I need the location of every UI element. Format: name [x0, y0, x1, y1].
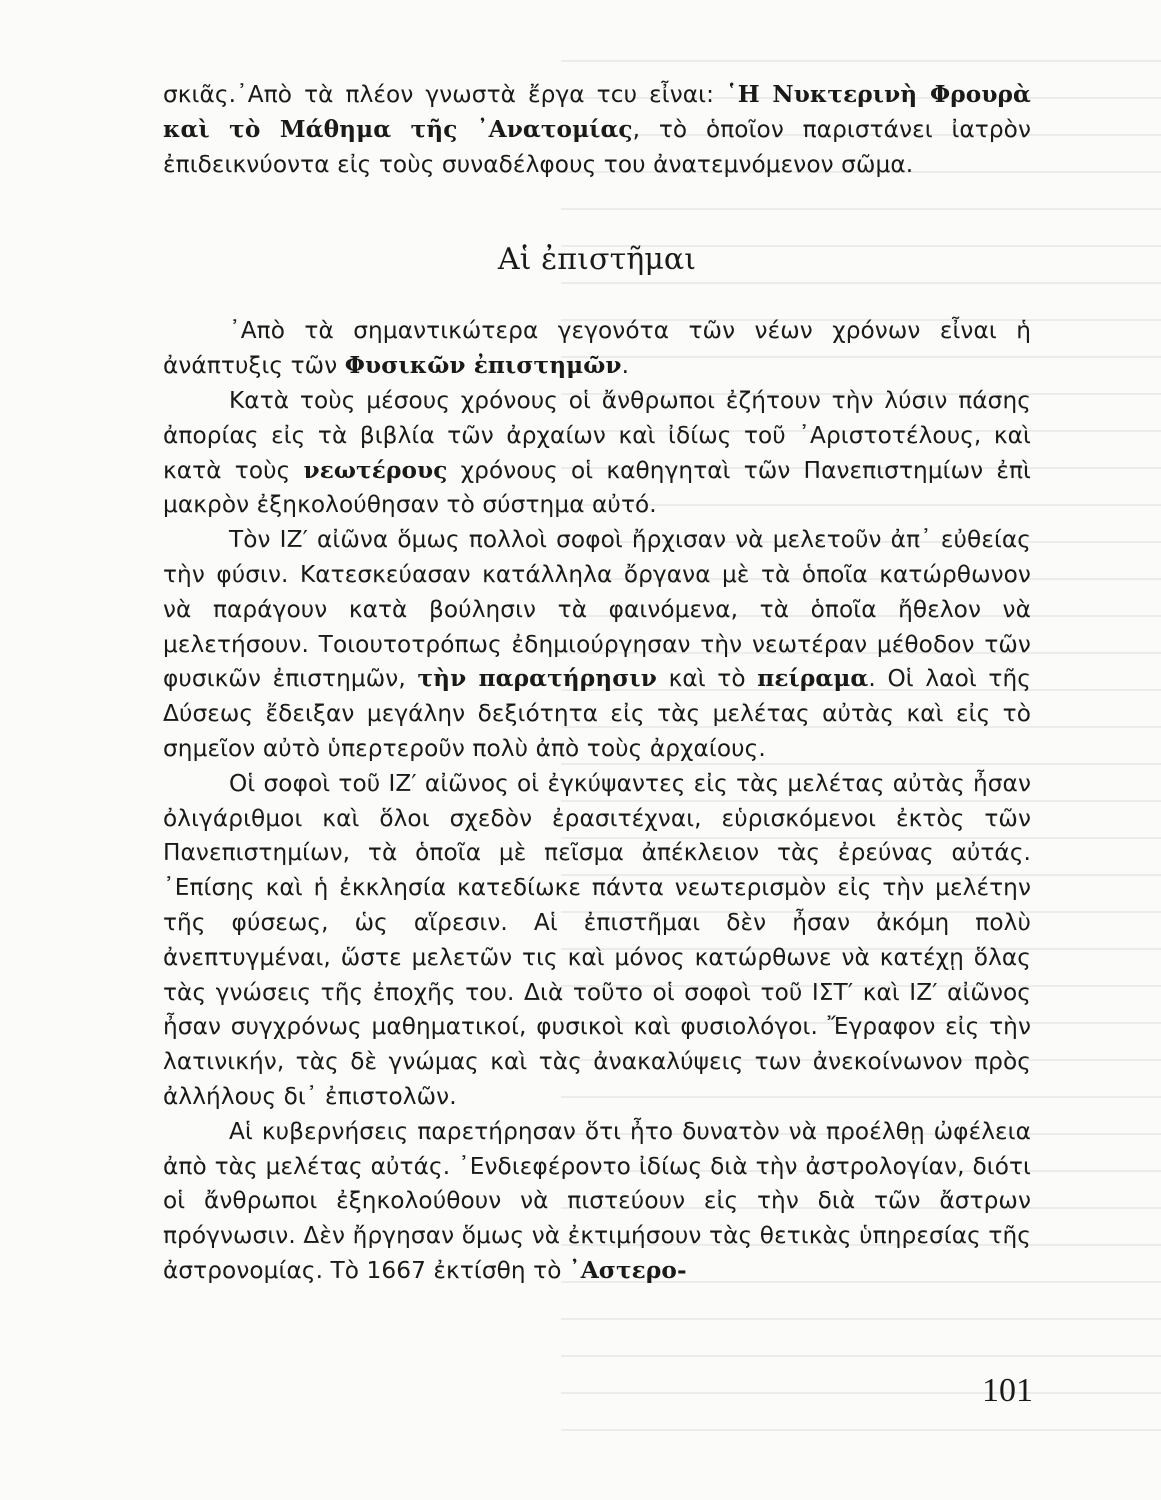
page-number: 101	[982, 1372, 1033, 1409]
bold-term: Φυσικῶν ἐπιστημῶν	[344, 352, 622, 380]
text-run: Τὸν ΙΖ′ αἰῶνα ὅμως πολλοὶ σοφοὶ ἤρχισαν νὰ μελετοῦν ἀπ᾿ εὐθείας τὴν φύσιν. Κατεσκεύασαν κατάλληλα ὄργανα μὲ τὰ ὁποῖα κατώρθωνον νὰ παράγουν κατὰ βούλησιν τὰ φαινόμενα, τὰ ὁποῖα ἤθελον νὰ μελετήσουν. Τοιουτοτρόπως ἐδημιούργησαν τὴν νεωτέραν μέθοδον τῶν φυσικῶν ἐπιστημῶν,	[163, 526, 1031, 693]
text-run: .	[621, 352, 630, 380]
bold-term: πείραμα	[757, 665, 869, 693]
paragraph-intro	[163, 78, 1031, 182]
bold-artwork-title: ῾Η Νυκτερινὴ Φρουρὰ καὶ τὸ Μάθημα τῆς ᾿Ανατομίας	[163, 81, 1031, 143]
paragraph-4: Οἱ σοφοὶ τοῦ ΙΖ′ αἰῶνος οἱ ἐγκύψαντες εἰς τὰς μελέτας αὐτὰς ἦσαν ὀλιγάριθμοι καὶ ὅλοι σχεδὸν ἐρασιτέχναι, εὑρισκόμενοι ἐκτὸς τῶν Πανεπιστημίων, τὰ ὁποῖα μὲ πεῖσμα ἀπέκλειον τὰς ἐρεύνας αὐτάς. ᾿Επίσης καὶ ἡ ἐκκλησία κατεδίωκε πάντα νεωτερισμὸν εἰς τὴν μελέτην τῆς φύσεως, ὡς αἵρεσιν. Αἱ ἐπιστῆμαι δὲν ἦσαν ἀκόμη πολὺ ἀνεπτυγμέναι, ὥστε μελετῶν τις καὶ μόνος κατώρθωνε νὰ κατέχῃ ὅλας τὰς γνώσεις τῆς ἐποχῆς του. Διὰ τοῦτο οἱ σοφοὶ τοῦ ΙΣΤ′ καὶ ΙΖ′ αἰῶνος ἦσαν συγχρόνως μαθηματικοί, φυσικοὶ καὶ φυσιολόγοι. Ἔγραφον εἰς τὴν λατινικήν, τὰς δὲ γνώμας καὶ τὰς ἀνακαλύψεις των ἀνεκοίνωνον πρὸς ἀλλήλους δι᾿ ἐπιστολῶν.	[163, 769, 1031, 1110]
text-run: ᾿Απὸ τὰ σημαντικώτερα γεγονότα τῶν νέων χρόνων εἶναι ἡ ἀνάπτυξις τῶν	[163, 317, 1031, 380]
bold-term: νεωτέρους	[303, 456, 448, 484]
paragraph-2	[163, 384, 1031, 523]
text-run: , τὸ ὁποῖον παριστάνει ἰατρὸν ἐπιδεικνύοντα εἰς τοὺς συναδέλφους του ἀνατεμνόμενον σῶμα.	[163, 115, 1031, 178]
text-run: Αἱ κυβερνήσεις παρετήρησαν ὅτι ἦτο δυνατὸν νὰ προέλθῃ ὠφέλεια ἀπὸ τὰς μελέτας αὐτάς. ᾿Ενδιεφέροντο ἰδίως διὰ τὴν ἀστρολογίαν, διότι οἱ ἄνθρωποι ἐξηκολούθουν νὰ πιστεύουν εἰς τὴν διὰ τῶν ἄστρων πρόγνωσιν. Δὲν ἤργησαν ὅμως νὰ ἐκτιμήσουν τὰς θετικὰς ὑπηρεσίας τῆς ἀστρονομίας. Τὸ 1667 ἐκτίσθη τὸ	[163, 1117, 1031, 1284]
section-heading: Αἱ ἐπιστῆμαι	[497, 242, 697, 278]
bold-term: τὴν παρατήρησιν	[417, 665, 657, 693]
page-body	[163, 78, 1031, 1289]
paragraph-5	[163, 1115, 1031, 1289]
bold-term: ᾿Αστερο-	[569, 1256, 687, 1284]
text-run: Κατὰ τοὺς μέσους χρόνους οἱ ἄνθρωποι ἐζήτουν τὴν λύσιν πάσης ἀπορίας εἰς τὰ βιβλία τῶν ἀρχαίων καὶ ἰδίως τοῦ ᾿Αριστοτέλους, καὶ κατὰ τοὺς	[163, 386, 1031, 484]
text-run: . Οἱ λαοὶ τῆς Δύσεως ἔδειξαν μεγάλην δεξιότητα εἰς τὰς μελέτας αὐτὰς καὶ εἰς τὸ σημεῖον αὐτὸ ὑπερτεροῦν πολὺ ἀπὸ τοὺς ἀρχαίους.	[163, 665, 1031, 762]
paragraph-3	[163, 523, 1031, 767]
text-run: σκιᾶς.᾿Απὸ τὰ πλέον γνωστὰ ἔργα τcυ εἶναι:	[163, 81, 726, 108]
text-run: καὶ τὸ	[656, 665, 758, 693]
text-run: χρόνους οἱ καθηγηταὶ τῶν Πανεπιστημίων ἐπὶ μακρὸν ἐξηκολούθησαν τὸ σύστημα αὐτό.	[163, 456, 1031, 519]
paragraph-1	[163, 314, 1031, 384]
